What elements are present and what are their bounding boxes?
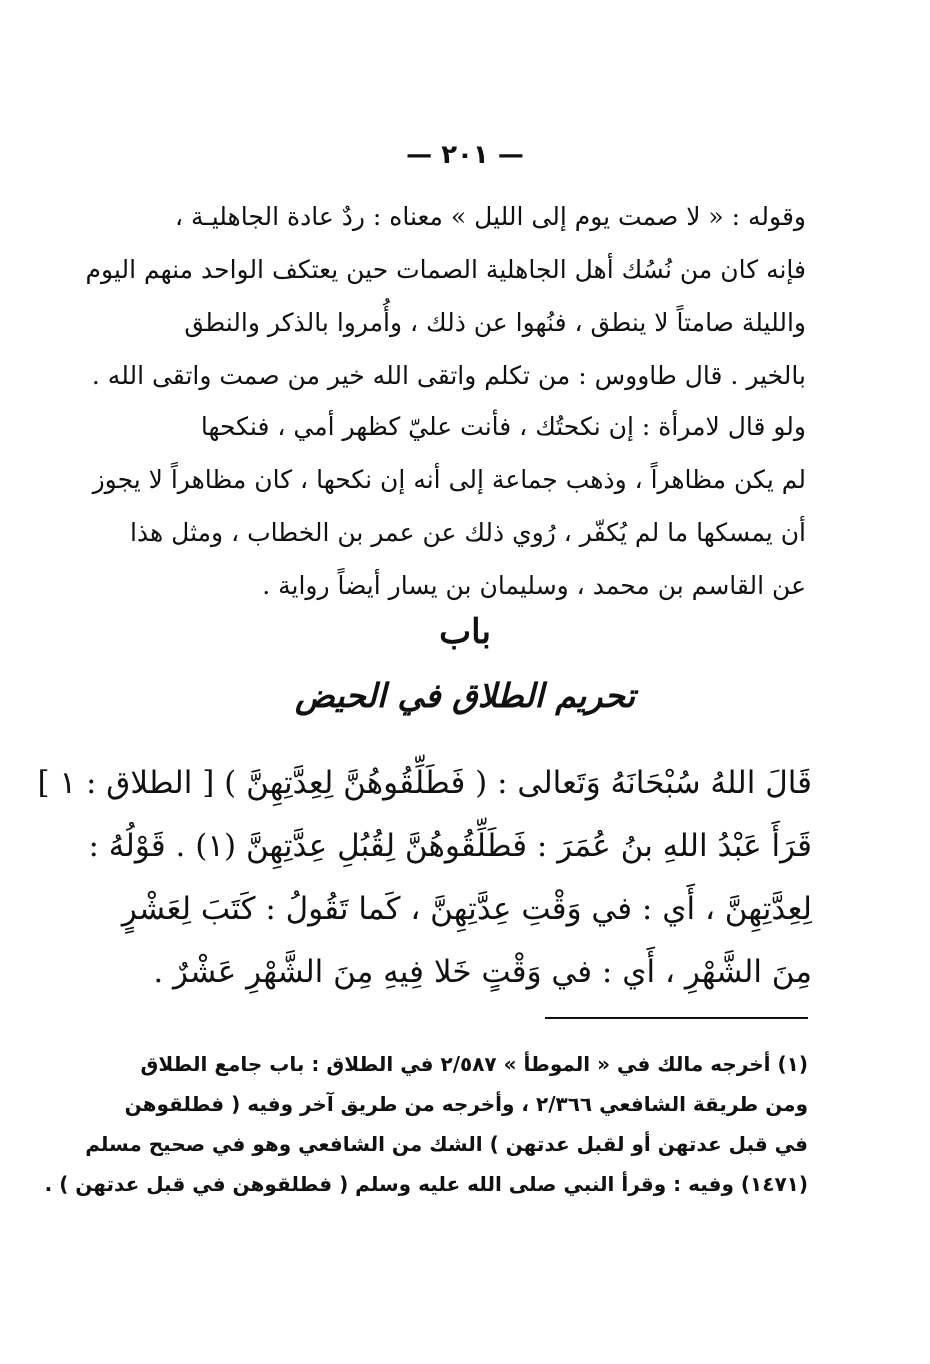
- footnote-line: (١٤٧١) وفيه : وقرأ النبي صلى الله عليه وسلم ( فطلقوهن في قبل عدتهن ) .: [44, 1172, 808, 1196]
- text-line: بالخير . قال طاووس : من تكلم واتقى الله خير من صمت واتقى الله .: [91, 361, 806, 390]
- text-line: قَرَأَ عَبْدُ اللهِ بنُ عُمَرَ : فَطَلِّقُوهُنَّ لِقُبُلِ عِدَّتِهِنَّ (١) . قَوْلُهُ :: [88, 828, 812, 864]
- text-line: عن القاسم بن محمد ، وسليمان بن يسار أيضاً رواية .: [262, 571, 806, 600]
- text-line: أن يمسكها ما لم يُكفّر ، رُوي ذلك عن عمر بن الخطاب ، ومثل هذا: [129, 518, 806, 547]
- text-line: فإنه كان من نُسُك أهل الجاهلية الصمات حين يعتكف الواحد منهم اليوم: [85, 255, 806, 284]
- footnote-line: ومن طريقة الشافعي ٢/٣٦٦ ، وأخرجه من طريق آخر وفيه ( فطلقوهن: [124, 1092, 808, 1116]
- text-line: قَالَ اللهُ سُبْحَانَهُ وَتَعالى : ( فَطَلِّقُوهُنَّ لِعِدَّتِهِنَّ ) [ الطلاق : ١ ]: [37, 765, 812, 801]
- paragraph-quran-verse: [37, 752, 812, 1004]
- text-line: مِنَ الشَّهْرِ ، أَي : في وَقْتٍ خَلا فِيهِ مِنَ الشَّهْرِ عَشْرٌ .: [153, 954, 812, 990]
- paragraph-silence-ruling: [85, 190, 806, 402]
- footnote-line: في قبل عدتهن أو لقبل عدتهن ) الشك من الشافعي وهو في صحيح مسلم: [85, 1132, 808, 1156]
- text-line: لِعِدَّتِهِنَّ ، أَي : في وَقْتِ عِدَّتِهِنَّ ، كَما تَقُولُ : كَتَبَ لِعَشْرٍ: [121, 891, 812, 927]
- footnote: [44, 1044, 808, 1204]
- page-number: — ٢٠١ —: [406, 140, 524, 170]
- text-line: ولو قال لامرأة : إن نكحتُك ، فأنت عليّ كظهر أمي ، فنكحها: [200, 412, 806, 441]
- text-line: وقوله : « لا صمت يوم إلى الليل » معناه : ردٌ عادة الجاهليـة ،: [174, 202, 806, 231]
- footnote-divider: [545, 1017, 808, 1019]
- text-line: والليلة صامتاً لا ينطق ، فنُهوا عن ذلك ، وأُمروا بالذكر والنطق: [184, 308, 806, 337]
- section-heading: تحريم الطلاق في الحيض: [294, 676, 636, 715]
- paragraph-zihar-ruling: [92, 400, 806, 612]
- text-line: لم يكن مظاهراً ، وذهب جماعة إلى أنه إن نكحها ، كان مظاهراً لا يجوز: [92, 465, 806, 494]
- footnote-line: (١) أخرجه مالك في « الموطأ » ٢/٥٨٧ في الطلاق : باب جامع الطلاق: [140, 1052, 808, 1076]
- chapter-ornament: باب: [439, 612, 491, 652]
